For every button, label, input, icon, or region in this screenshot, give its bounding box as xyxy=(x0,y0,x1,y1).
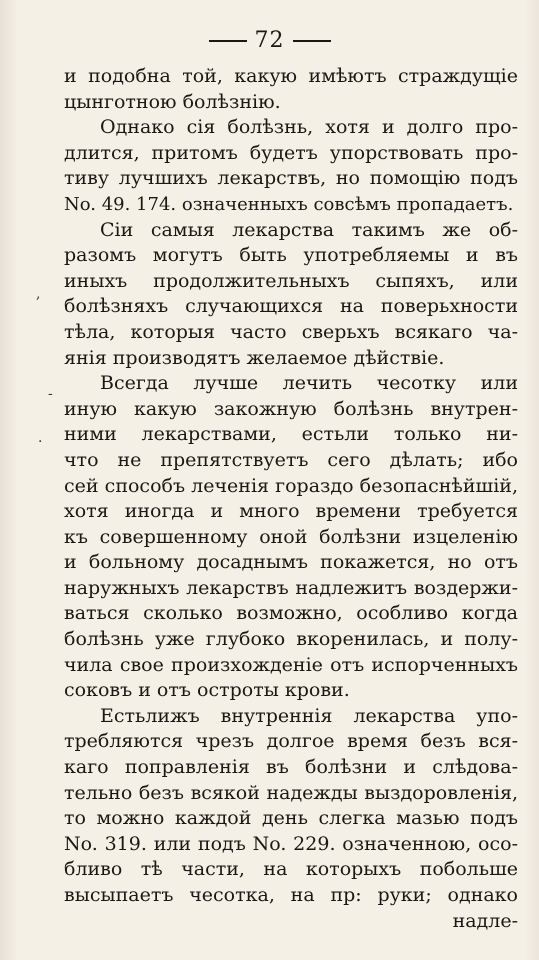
text-line: иную какую закожную болѣзнь внутрен- xyxy=(64,397,518,420)
text-line: къ совершенному оной болѣзни изцеленію xyxy=(64,525,518,548)
text-line: и больному досаднымъ покажется, но отъ xyxy=(64,551,518,574)
text-line: иныхъ продолжительныхъ сыпяхъ, или xyxy=(64,269,518,292)
text-line: Естьлижъ внутреннія лекарства упо- xyxy=(100,704,518,727)
text-line: Однако сія болѣзнь, хотя и долго про- xyxy=(100,116,518,139)
text-line: требляются чрезъ долгое время безъ вся- xyxy=(64,730,518,753)
text-line: то можно каждой день слегка мазью подъ xyxy=(64,807,518,830)
text-line: Сіи самыя лекарства такимъ же об- xyxy=(100,218,518,241)
text-line: высыпаетъ чесотка, на пр: руки; однако xyxy=(64,884,518,906)
header-dash-left xyxy=(209,40,247,42)
header-dash-right xyxy=(293,40,331,42)
text-line: ними лекарствами, естьли только ни- xyxy=(64,423,518,446)
margin-mark: , xyxy=(36,286,41,302)
text-line: болѣзнь уже глубоко вкоренилась, и полу- xyxy=(64,628,518,651)
margin-mark: - xyxy=(48,386,53,402)
text-line: надле- xyxy=(452,909,518,932)
text-line: No. 319. или подъ No. 229. означенною, осо- xyxy=(64,832,518,855)
text-line: болѣзняхъ случающихся на поверьхности xyxy=(64,295,518,318)
text-line: янія производятъ желаемое дѣйствіе. xyxy=(64,346,445,369)
text-line: тельно безъ всякой надежды выздоровленія, xyxy=(64,781,518,804)
text-line: тѣла, которыя часто сверьхъ всякаго ча- xyxy=(64,320,518,343)
text-line: тиву лучшихъ лекарствъ, но помощію подъ xyxy=(64,167,518,190)
text-line: соковъ и отъ остроты крови. xyxy=(64,679,350,702)
text-line: Всегда лучше лечить чесотку или xyxy=(100,372,518,395)
body-text xyxy=(64,64,518,934)
page-number: 72 xyxy=(254,28,285,53)
text-line: сей способъ леченія гораздо безопаснѣйшій, xyxy=(64,474,518,497)
page-header xyxy=(0,28,539,53)
text-line: что не препятствуетъ сего дѣлать; ибо xyxy=(64,448,518,471)
text-line: хотя иногда и много времени требуется xyxy=(64,500,518,523)
text-line: чила свое произхожденіе отъ испорченныхъ xyxy=(64,653,518,676)
margin-mark: · xyxy=(38,434,43,450)
text-line: каго поправленія въ болѣзни и слѣдова- xyxy=(64,756,518,779)
text-line: разомъ могутъ быть употребляемы и въ xyxy=(64,244,518,267)
text-line: цынготною болѣзнію. xyxy=(64,90,281,113)
text-line: и подобна той, какую имѣютъ страждущіе xyxy=(64,65,518,87)
text-line: ваться сколько возможно, особливо когда xyxy=(64,602,518,625)
text-line: наружныхъ лекарствъ надлежитъ воздержи- xyxy=(64,576,518,599)
text-line: бливо тѣ части, на которыхъ побольше xyxy=(64,858,518,881)
text-line: No. 49. 174. означенныхъ совсѣмъ пропадаетъ. xyxy=(64,193,514,215)
text-line: длится, притомъ будетъ упорствовать про- xyxy=(64,141,518,164)
